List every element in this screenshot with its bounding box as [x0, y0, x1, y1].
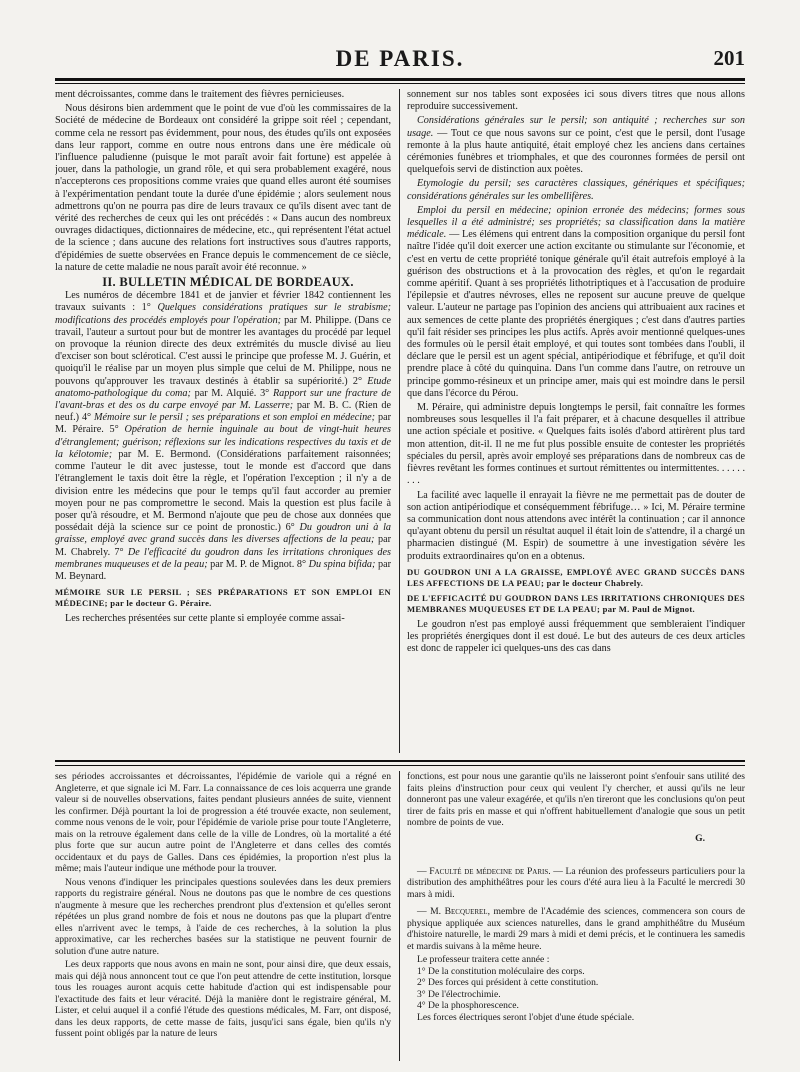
signature: G.	[695, 832, 705, 844]
bottom-left-column	[55, 771, 391, 1063]
feuilleton-rule	[55, 760, 745, 762]
paragraph: fonctions, est pour nous une garantie qu'ils ne laisseront point s'enfouir sans utilité des faits pleins d'instruction pour ceux qui veulent l'y chercher, et aussi qu'ils ne leur donneront pas une valeur exagérée, et qu'ils n'en tireront que les conclusions qu'on peut tirer de faits pris en masse et qui n'offrent habituellement d'analogie que sous un petit nombre de points de vue.	[407, 771, 745, 828]
paragraph: Considérations générales sur le persil; son antiquité ; recherches sur son usage. — Tout ce que nous savons sur ce point, c'est que le persil, dont l'usage remonte à la plus haute antiquité, était employé chez les anciens dans certaines cérémonies funèbres et triomphales, et que des couronnes formées de persil ont quelquefois servi de distinction aux poètes.	[407, 115, 745, 176]
paragraph: Emploi du persil en médecine; opinion erronée des médecins; formes sous lesquelles il a été administré; ses propriétés; sa classification dans la matière médicale. — Les élémens qui entrent dans la composition organique du persil font naître l'idée qu'il doit exercer une action excitante ou stimulante sur l'économie, et c'est en vertu de cette propriété tonique générale qu'il était autrefois employé à la guérison des obstructions et à la provocation des règles, et qu'on le regardait comme apéritif. Quant à ses propriétés lithotriptiques et à l'accusation de produire l'épilepsie et d'autres névroses, elles ne reposent sur aucune preuve de quelque valeur. L'auteur ne partage pas l'opinion des anciens qui attribuaient aux racines et aux semences de cette plante des propriétés énergiques ; c'est dans d'autres parties qu'il fait résider ses principes les plus actifs. Après avoir mentionné quelques-unes des formules où le persil était employé, et qui toutes sont tombées dans l'oubli, il déclare que le persil est un agent spécial, antipériodique et fébrifuge, et qu'il doit prendre place à côté du quinquina. Dans l'un comme dans l'autre, on retrouve un principe gommo-résineux et un principe amer, mais qui est moindre dans le persil que dans l'écorce du Pérou.	[407, 204, 745, 399]
list-item: 3° De l'électrochimie.	[417, 988, 501, 1000]
course-list	[407, 954, 745, 1023]
news-item: — Faculté de médecine de Paris. — La réunion des professeurs particuliers pour la distribution des amphithéâtres pour les cours d'été aura lieu à la Faculté le mercredi 30 mars à midi.	[407, 865, 745, 900]
article-subhead: DU GOUDRON UNI A LA GRAISSE, EMPLOYÉ AVEC GRAND SUCCÈS DANS LES AFFECTIONS DE LA PEAU; par le docteur Chabrely.	[407, 566, 745, 588]
list-item: 1° De la constitution moléculaire des corps.	[417, 965, 585, 977]
paragraph: Nous désirons bien ardemment que le point de vue d'où les commissaires de la Société de médecine de Bordeaux ont considéré la grippe soit réel ; cependant, comme cela ne ressort pas évidemment, pour nous, des études qu'ils ont exposées dans leur rapport, comme en outre nous entrons dans une ère médicale où l'influence paludienne (puisque le mot paraît avoir fait fortune) est appelée à jouer, dans la pathologie, un grand rôle, et qui sera probablement exagéré, nous n'accepterons ces propositions comme vraies que quand elles auront été soumises à l'expérimentation pendant toute la durée d'une épidémie ; alors seulement nous admettrons qu'on ne pourra pas dire de leurs travaux ce qu'ils disent avec tant de vérité des recherches de ceux qui les ont précédés : « Dans aucun des nombreux ouvrages didactiques, dictionnaires de médecine, etc., qui représentent l'état actuel de la science ; dans aucune des relations fort instructives sous d'autres rapports, d'épidémies de suette observées en France depuis le commencement de ce siècle, la nature de cette maladie ne nous paraît avoir été reconnue. »	[55, 103, 391, 273]
paragraph: Le goudron n'est pas employé aussi fréquemment que sembleraient l'indiquer les propriétés énergiques dont il est doué. Le but des auteurs de ces deux articles est donc de rappeler ici quelques-uns des cas dans	[407, 618, 745, 655]
paragraph: Etymologie du persil; ses caractères classiques, génériques et spécifiques; considérations générales sur les ombellifères.	[407, 178, 745, 202]
article-subhead: MÉMOIRE SUR LE PERSIL ; SES PRÉPARATIONS ET SON EMPLOI EN MÉDECINE; par le docteur G. Péraire.	[55, 587, 391, 609]
paragraph: M. Péraire, qui administre depuis longtemps le persil, fait connaître les formes nombreuses sous lesquelles il l'a fait préparer, et à chacune desquelles il attribue une action spéciale et positive. « Quelques faits isolés d'abord attirèrent plus tard mon attention, dit-il. Il ne me fut plus possible ensuite de contester les propriétés spéciales du persil, après avoir employé ses préparations dans de nombreux cas de fièvres revêtant les formes continues et surtout rémittentes ou intermittentes. . . . . . . . .	[407, 402, 745, 487]
paragraph: ment décroissantes, comme dans le traitement des fièvres pernicieuses.	[55, 89, 345, 100]
paragraph: Nous venons d'indiquer les principales questions soulevées dans les deux premiers rapports du registraire général. Nous ne doutons pas que le nombre de ces questions n'augmente à mesure que les recherches prendront plus d'extension et qu'elles seront répétées un plus grand nombre de fois et nous ne doutons pas que la plupart d'entre elles n'arrivent avec le temps, à l'aide de ces recherches, à la solution la plus approximative, car les recherches basées sur la statistique ne peuvent fournir de solution d'une autre nature.	[55, 876, 391, 957]
left-column	[55, 89, 391, 754]
list-item: 2° Des forces qui président à cette constitution.	[417, 977, 599, 988]
paragraph-contents: Les numéros de décembre 1841 et de janvier et février 1842 contiennent les travaux suivants : 1° Quelques considérations pratiques sur le strabisme; modifications des procédés employés pour l'opération; par M. Philippe. (Dans ce travail, l'auteur a surtout pour but de montrer les avantages du procédé par lequel on provoque la réunion directe des deux extrémités du muscle divisé au lieu d'exciser son bout sclérotical. C'est aussi le principe que professe M. J. Guérin, et quoiqu'il le réalise par un moyen plus simple que celui de M. Philippe, nous ne pouvons qu'approuver les travaux destinés à établir sa supériorité.) 2° Etude anatomo-pathologique du coma; par M. Alquié. 3° Rapport sur une fracture de l'avant-bras et des os du carpe envoyé par M. Lasserre; par M. B. C. (Rien de neuf.) 4° Mémoire sur le persil ; ses préparations et son emploi en médecine; par M. Péraire. 5° Opération de hernie inguinale au bout de vingt-huit heures d'étranglement; guérison; réflexions sur les indications respectives du taxis et de la kélotomie; par M. E. Bermond. (Considérations parfaitement raisonnées; comme l'auteur le dit avec justesse, tout le monde est d'accord que dans l'étranglement le taxis doit être la règle, et l'opération l'exception ; il n'y a de division entre les médecins que pour le temps qu'il faut accorder au premier moyen pour ne pas compromettre le second. Mais la question est plus facile à poser qu'à résoudre, et M. Bermond n'ajoute que peu de chose aux données que possédait déjà la science sur ce point de pronostic.) 6° Du goudron uni à la graisse, employé avec grand succès dans les diverses affections de la peau; par M. Chabrely. 7° De l'efficacité du goudron dans les irritations chroniques des membranes muqueuses et de la peau; par M. P. de Mignot. 8° Du spina bifida; par M. Beynard.	[55, 290, 391, 582]
paragraph: Les deux rapports que nous avons en main ne sont, pour ainsi dire, que deux essais, mais qui déjà nous annoncent tout ce que l'on peut attendre de cette institution, lorsque tous les rouages auront acquis cette habitude d'action qui est indispensable pour l'exactitude des faits et leur véracité. Déjà la manière dont le registraire général, M. Lister, et celui auquel il a confié l'étude des questions médicales, M. Farr, ont disposé, dans les deux rapports, de cette masse de faits, jusqu'ici sans égale, bien qu'ils n'y fussent point obligés par la nature de leurs	[55, 959, 391, 1039]
column-divider	[399, 89, 400, 753]
paragraph: Les recherches présentées sur cette plante si employée comme assai-	[65, 613, 345, 625]
section-title: II. BULLETIN MÉDICAL DE BORDEAUX.	[102, 275, 354, 290]
header-rule-thick	[55, 78, 745, 81]
page-header	[55, 42, 745, 76]
header-rule-thin	[55, 83, 745, 84]
page-number: 201	[713, 46, 745, 70]
bottom-right-column	[407, 771, 745, 1063]
right-column	[407, 89, 745, 754]
news-item: — M. Becquerel, membre de l'Académie des sciences, commencera son cours de physique appliquée aux sciences naturelles, dans le grand amphithéâtre du Muséum d'histoire naturelle, le mardi 29 mars à midi et demi précis, et le continuera les samedis et mardis suivans à la même heure.	[407, 906, 745, 952]
list-intro: Le professeur traitera cette année :	[417, 954, 550, 965]
article-subhead: DE L'EFFICACITÉ DU GOUDRON DANS LES IRRITATIONS CHRONIQUES DES MEMBRANES MUQUEUSES ET DE LA PEAU; par M. Paul de Mignot.	[407, 592, 745, 614]
paragraph: La facilité avec laquelle il enrayait la fièvre ne me permettait pas de douter de son action antipériodique et conséquemment fébrifuge… » Ici, M. Péraire termine sa communication dont nous attendons avec intérêt la continuation ; car il annonce qu'ayant obtenu du persil un résultat auquel il était loin de s'attendre, il a chargé un pharmacien distingué (M. Espir) de soumettre à une investigation sévère les produits extraordinaires qu'on en a obtenus.	[407, 489, 745, 562]
column-divider	[399, 771, 400, 1061]
list-item: Les forces électriques seront l'objet d'une étude spéciale.	[417, 1011, 635, 1023]
paragraph: sonnement sur nos tables sont exposées ici sous divers titres que nous allons reproduire successivement.	[407, 89, 745, 113]
masthead-title: DE PARIS.	[335, 46, 465, 71]
list-item: 4° De la phosphorescence.	[417, 1000, 519, 1011]
feuilleton-rule-thin	[55, 765, 745, 766]
separator	[407, 850, 745, 862]
paragraph: ses périodes accroissantes et décroissantes, l'épidémie de variole qui a régné en Angleterre, et que signale ici M. Farr. La connaissance de ces lois acquerra une grande valeur si de nouvelles observations, faites pendant plusieurs années de suite, viennent les confirmer. Déjà pourtant la loi de progression a été trouvée exacte, non seulement, comme nous venons de le voir, pour l'épidémie de variole prise pour toute l'Angleterre, mais on la retrouve également dans celle de la ville de Londres, où la mortalité a été plus forte que sur aucun autre point de l'Angleterre et dans celles des comtés occidentaux et du pays de Galles. Dans ces épidémies, la proportion n'est plus la même; mais l'auteur indique une méthode pour la trouver.	[55, 771, 391, 874]
